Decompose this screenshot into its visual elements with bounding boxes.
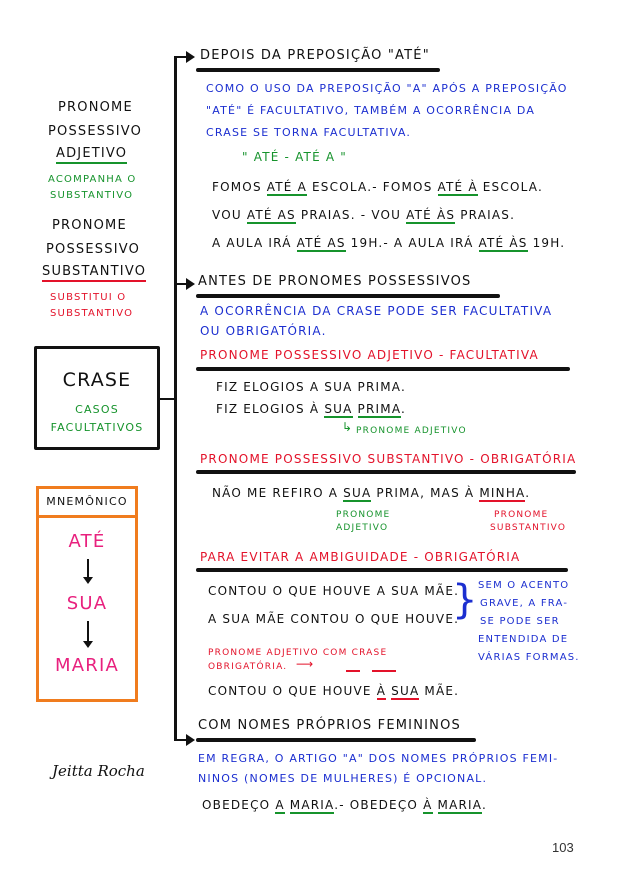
pronome-adjetivo-note-line1: PRONOME [336,510,391,520]
pronome-substantivo-note-line1: PRONOME [494,510,549,520]
subsection-adjetivo-example-2: FIZ ELOGIOS À SUA PRIMA. [216,402,407,416]
section3-intro-1: EM REGRA, O ARTIGO "A" DOS NOMES PRÓPRIOS FEMI- [198,752,559,765]
subsection-substantivo-heading: PRONOME POSSESSIVO SUBSTANTIVO - OBRIGATÓRIA [200,452,577,466]
mnemonic-word-1: ATÉ [68,531,106,552]
subsection-adjetivo-heading: PRONOME POSSESSIVO ADJETIVO - FACULTATIVA [200,348,539,362]
ambiguidade-dash-1 [346,670,360,672]
section2-intro-1: A OCORRÊNCIA DA CRASE PODE SER FACULTATIVA [200,304,553,318]
pronome-adjetivo-arrow-icon: ↳ [342,420,353,434]
crase-subtitle-line1: CASOS [75,403,119,416]
section1-intro-2: "ATÉ" É FACULTATIVO, TAMBÉM A OCORRÊNCIA DA [206,104,536,117]
signature: Jeitta Rocha [52,762,145,780]
section2-heading-rule [196,294,500,298]
section1-heading: DEPOIS DA PREPOSIÇÃO "ATÉ" [200,48,430,63]
pronome-adjetivo-note-line2: ADJETIVO [336,523,389,533]
ambiguidade-dash-2 [372,670,396,672]
adj-note-line1: ACOMPANHA O [48,174,137,185]
subsection-substantivo-example: NÃO ME REFIRO A SUA PRIMA, MAS À MINHA. [212,486,531,500]
ambiguidade-brace-icon: } [452,577,478,623]
sub-label-line3: SUBSTANTIVO [42,264,146,282]
mnemonic-arrow-head-1 [83,577,93,584]
ambiguidade-example-2: A SUA MÃE CONTOU O QUE HOUVE. [208,612,460,626]
section3-intro-2: NINOS (NOMES DE MULHERES) É OPCIONAL. [198,772,488,785]
branch-3-arrow-icon [186,734,195,746]
page-number: 103 [552,840,574,855]
ambiguidade-side-note-5: VÁRIAS FORMAS. [478,652,580,663]
ambiguidade-side-note-3: SE PODE SER [480,616,560,627]
ambiguidade-example-1: CONTOU O QUE HOUVE A SUA MÃE. [208,584,460,598]
subsection-substantivo-rule [196,470,576,474]
crase-title: CRASE [62,369,132,391]
section1-intro-1: COMO O USO DA PREPOSIÇÃO "A" APÓS A PREPOSIÇÃO [206,82,568,95]
mnemonic-word-3: MARIA [55,655,119,676]
mnemonic-box [36,486,138,702]
branch-2-arrow-icon [186,278,195,290]
section1-heading-rule [196,68,440,72]
adj-label-line2: POSSESSIVO [48,124,143,139]
pronome-substantivo-note-line2: SUBSTANTIVO [490,523,567,533]
subsection-ambiguidade-heading: PARA EVITAR A AMBIGUIDADE - OBRIGATÓRIA [200,550,521,564]
section1-example-3: A AULA IRÁ ATÉ AS 19H.- A AULA IRÁ ATÉ ÀS 19H. [212,236,566,250]
section3-heading: COM NOMES PRÓPRIOS FEMININOS [198,718,461,733]
adj-label-line1: PRONOME [58,100,133,115]
section1-intro-3: CRASE SE TORNA FACULTATIVA. [206,126,412,139]
sub-note-line2: SUBSTANTIVO [50,308,134,319]
ambiguidade-side-note-2: GRAVE, A FRA- [480,598,569,609]
sub-label-line1: PRONOME [52,218,127,233]
section2-intro-2: OU OBRIGATÓRIA. [200,324,327,338]
section1-example-2: VOU ATÉ AS PRAIAS. - VOU ATÉ ÀS PRAIAS. [212,208,516,222]
branch-1-arrow-icon [186,51,195,63]
section1-formula: " ATÉ - ATÉ A " [242,150,348,164]
ambiguidade-note-line2: OBRIGATÓRIA. [208,662,288,672]
mnemonic-title: MNEMÔNICO [39,489,135,518]
mnemonic-arrow-2 [87,621,89,643]
ambiguidade-side-note-1: SEM O ACENTO [478,580,570,591]
sub-label-line2: POSSESSIVO [46,242,141,257]
adj-note-line2: SUBSTANTIVO [50,190,134,201]
tree-link-crase [158,398,176,400]
section1-example-1: FOMOS ATÉ A ESCOLA.- FOMOS ATÉ À ESCOLA. [212,180,543,194]
section3-heading-rule [196,738,476,742]
section3-example: OBEDEÇO A MARIA.- OBEDEÇO À MARIA. [202,798,487,812]
ambiguidade-side-note-4: ENTENDIDA DE [478,634,569,645]
ambiguidade-note-arrow-icon: ⟶ [296,657,314,671]
crase-box [34,346,160,450]
mnemonic-arrow-1 [87,559,89,579]
mnemonic-word-2: SUA [66,593,108,614]
mnemonic-arrow-head-2 [83,641,93,648]
section2-heading: ANTES DE PRONOMES POSSESSIVOS [198,274,472,289]
subsection-adjetivo-example-1: FIZ ELOGIOS A SUA PRIMA. [216,380,407,394]
subsection-adjetivo-rule [196,367,570,371]
subsection-adjetivo-note: PRONOME ADJETIVO [356,426,467,436]
sub-note-line1: SUBSTITUI O [50,292,127,303]
crase-subtitle-line2: FACULTATIVOS [50,421,144,434]
ambiguidade-example-3: CONTOU O QUE HOUVE À SUA MÃE. [208,684,460,698]
subsection-ambiguidade-rule [196,568,568,572]
adj-label-line3: ADJETIVO [56,146,127,164]
ambiguidade-note-line1: PRONOME ADJETIVO COM CRASE [208,648,388,658]
